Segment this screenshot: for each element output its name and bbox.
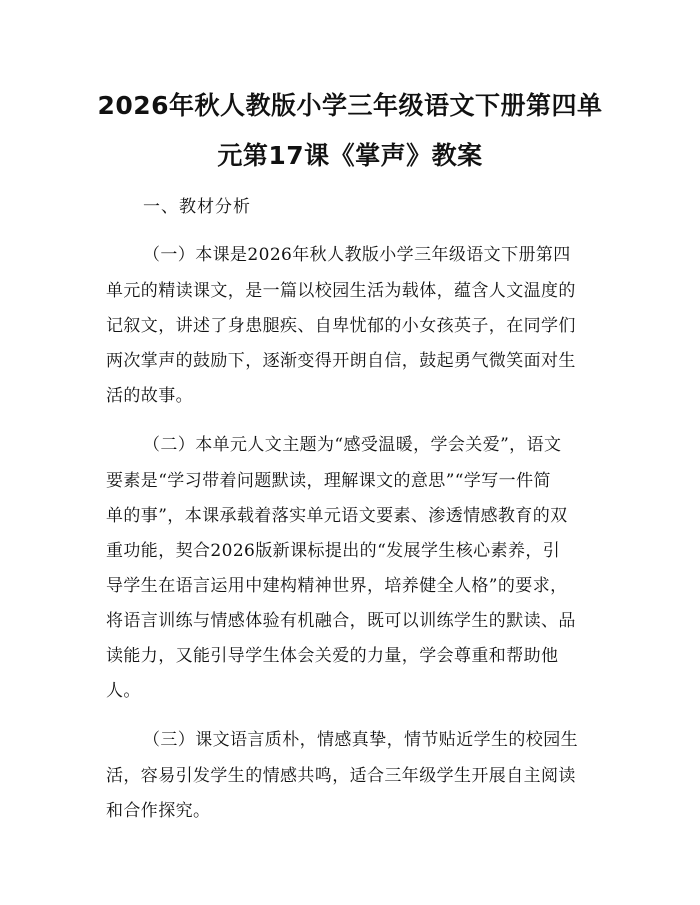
paragraph-line: （二）本单元人文主题为“感受温暖，学会关爱”，语文 — [143, 435, 562, 455]
section-heading: 一、教材分析 — [143, 197, 251, 217]
paragraph-line: 两次掌声的鼓励下，逐渐变得开朗自信，鼓起勇气微笑面对生 — [106, 351, 576, 371]
paragraph-line: 单的事”，本课承载着落实单元语文要素、渗透情感教育的双 — [106, 506, 568, 526]
paragraph-line: 重功能，契合2026版新课标提出的“发展学生核心素养，引 — [106, 541, 561, 561]
document-title-line-2: 元第17课《掌声》教案 — [217, 141, 483, 170]
paragraph-line: 活，容易引发学生的情感共鸣，适合三年级学生开展自主阅读 — [106, 766, 576, 786]
paragraph-line: （三）课文语言质朴，情感真挚，情节贴近学生的校园生 — [143, 730, 578, 750]
paragraph-line: 导学生在语言运用中建构精神世界，培养健全人格”的要求， — [106, 576, 568, 596]
paragraph-line: 读能力，又能引导学生体会关爱的力量，学会尊重和帮助他 — [106, 646, 559, 666]
paragraph-line: 单元的精读课文，是一篇以校园生活为载体，蕴含人文温度的 — [106, 281, 576, 301]
paragraph-line: 要素是“学习带着问题默读，理解课文的意思”“学写一件简 — [106, 471, 551, 491]
paragraph-line: 将语言训练与情感体验有机融合，既可以训练学生的默读、品 — [106, 611, 576, 631]
paragraph-line: 和合作探究。 — [106, 801, 211, 821]
paragraph-line: 活的故事。 — [106, 386, 193, 406]
paragraph-line: 人。 — [106, 681, 141, 701]
document-title-line-1: 2026年秋人教版小学三年级语文下册第四单 — [97, 91, 603, 120]
paragraph-line: （一）本课是2026年秋人教版小学三年级语文下册第四 — [143, 245, 571, 265]
paragraph-line: 记叙文，讲述了身患腿疾、自卑忧郁的小女孩英子，在同学们 — [106, 316, 576, 336]
